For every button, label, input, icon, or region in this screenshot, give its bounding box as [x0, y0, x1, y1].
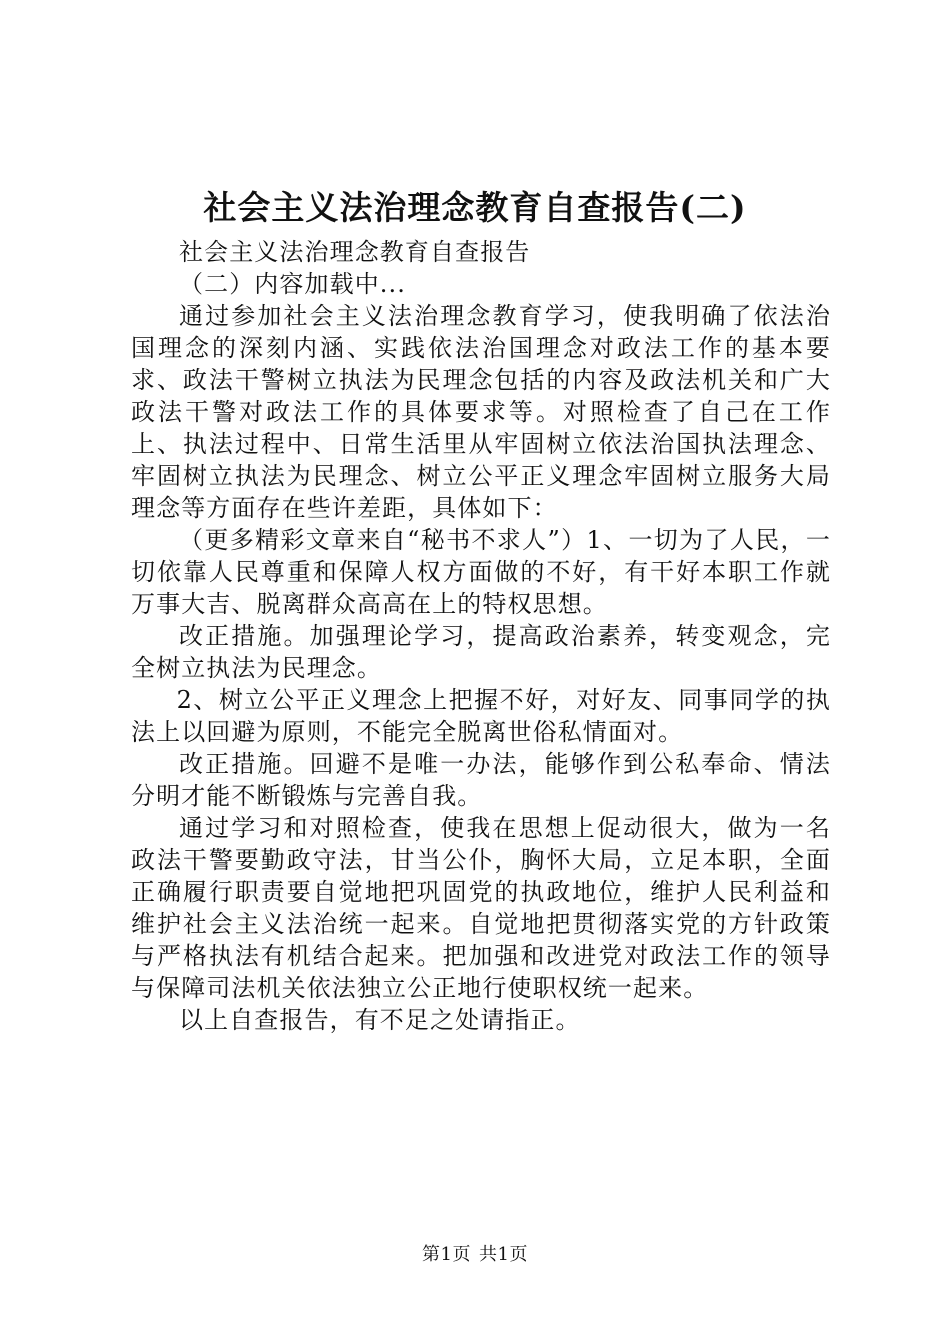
paragraph-issue-2: 2、树立公平正义理念上把握不好，对好友、同事同学的执法上以回避为原则，不能完全脱离世俗私情面对。	[131, 686, 831, 746]
paragraph-fix-1: 改正措施。加强理论学习，提高政治素养，转变观念，完全树立执法为民理念。	[131, 622, 831, 682]
paragraph-conclusion: 通过学习和对照检查，使我在思想上促动很大，做为一名政法干警要勤政守法，甘当公仆，胸怀大局，立足本职，全面正确履行职责要自觉地把巩固党的执政地位，维护人民利益和维护社会主义法治统一起来。自觉地把贯彻落实党的方针政策与严格执法有机结合起来。把加强和改进党对政法工作的领导与保障司法机关依法独立公正地行使职权统一起来。	[131, 814, 831, 1002]
paragraph-subtitle: 社会主义法治理念教育自查报告	[179, 238, 531, 266]
document-body	[131, 236, 831, 1036]
page-number: 第1页	[422, 1244, 471, 1265]
paragraph-issue-1: （更多精彩文章来自“秘书不求人”）1、一切为了人民，一切依靠人民尊重和保障人权方面做的不好，有干好本职工作就万事大吉、脱离群众高高在上的特权思想。	[131, 526, 831, 618]
paragraph-fix-2: 改正措施。回避不是唯一办法，能够作到公私奉命、情法分明才能不断锻炼与完善自我。	[131, 750, 831, 810]
document-title: 社会主义法治理念教育自查报告(二)	[203, 188, 747, 227]
paragraph-loading-note: （二）内容加载中...	[179, 270, 406, 298]
page-footer	[0, 1243, 950, 1267]
paragraph-closing: 以上自查报告，有不足之处请指正。	[179, 1006, 581, 1034]
paragraph-intro: 通过参加社会主义法治理念教育学习，使我明确了依法治国理念的深刻内涵、实践依法治国理念对政法工作的基本要求、政法干警树立执法为民理念包括的内容及政法机关和广大政法干警对政法工作的具体要求等。对照检查了自己在工作上、执法过程中、日常生活里从牢固树立依法治国执法理念、牢固树立执法为民理念、树立公平正义理念牢固树立服务大局理念等方面存在些许差距，具体如下：	[131, 302, 831, 522]
page-total: 共1页	[479, 1244, 528, 1265]
